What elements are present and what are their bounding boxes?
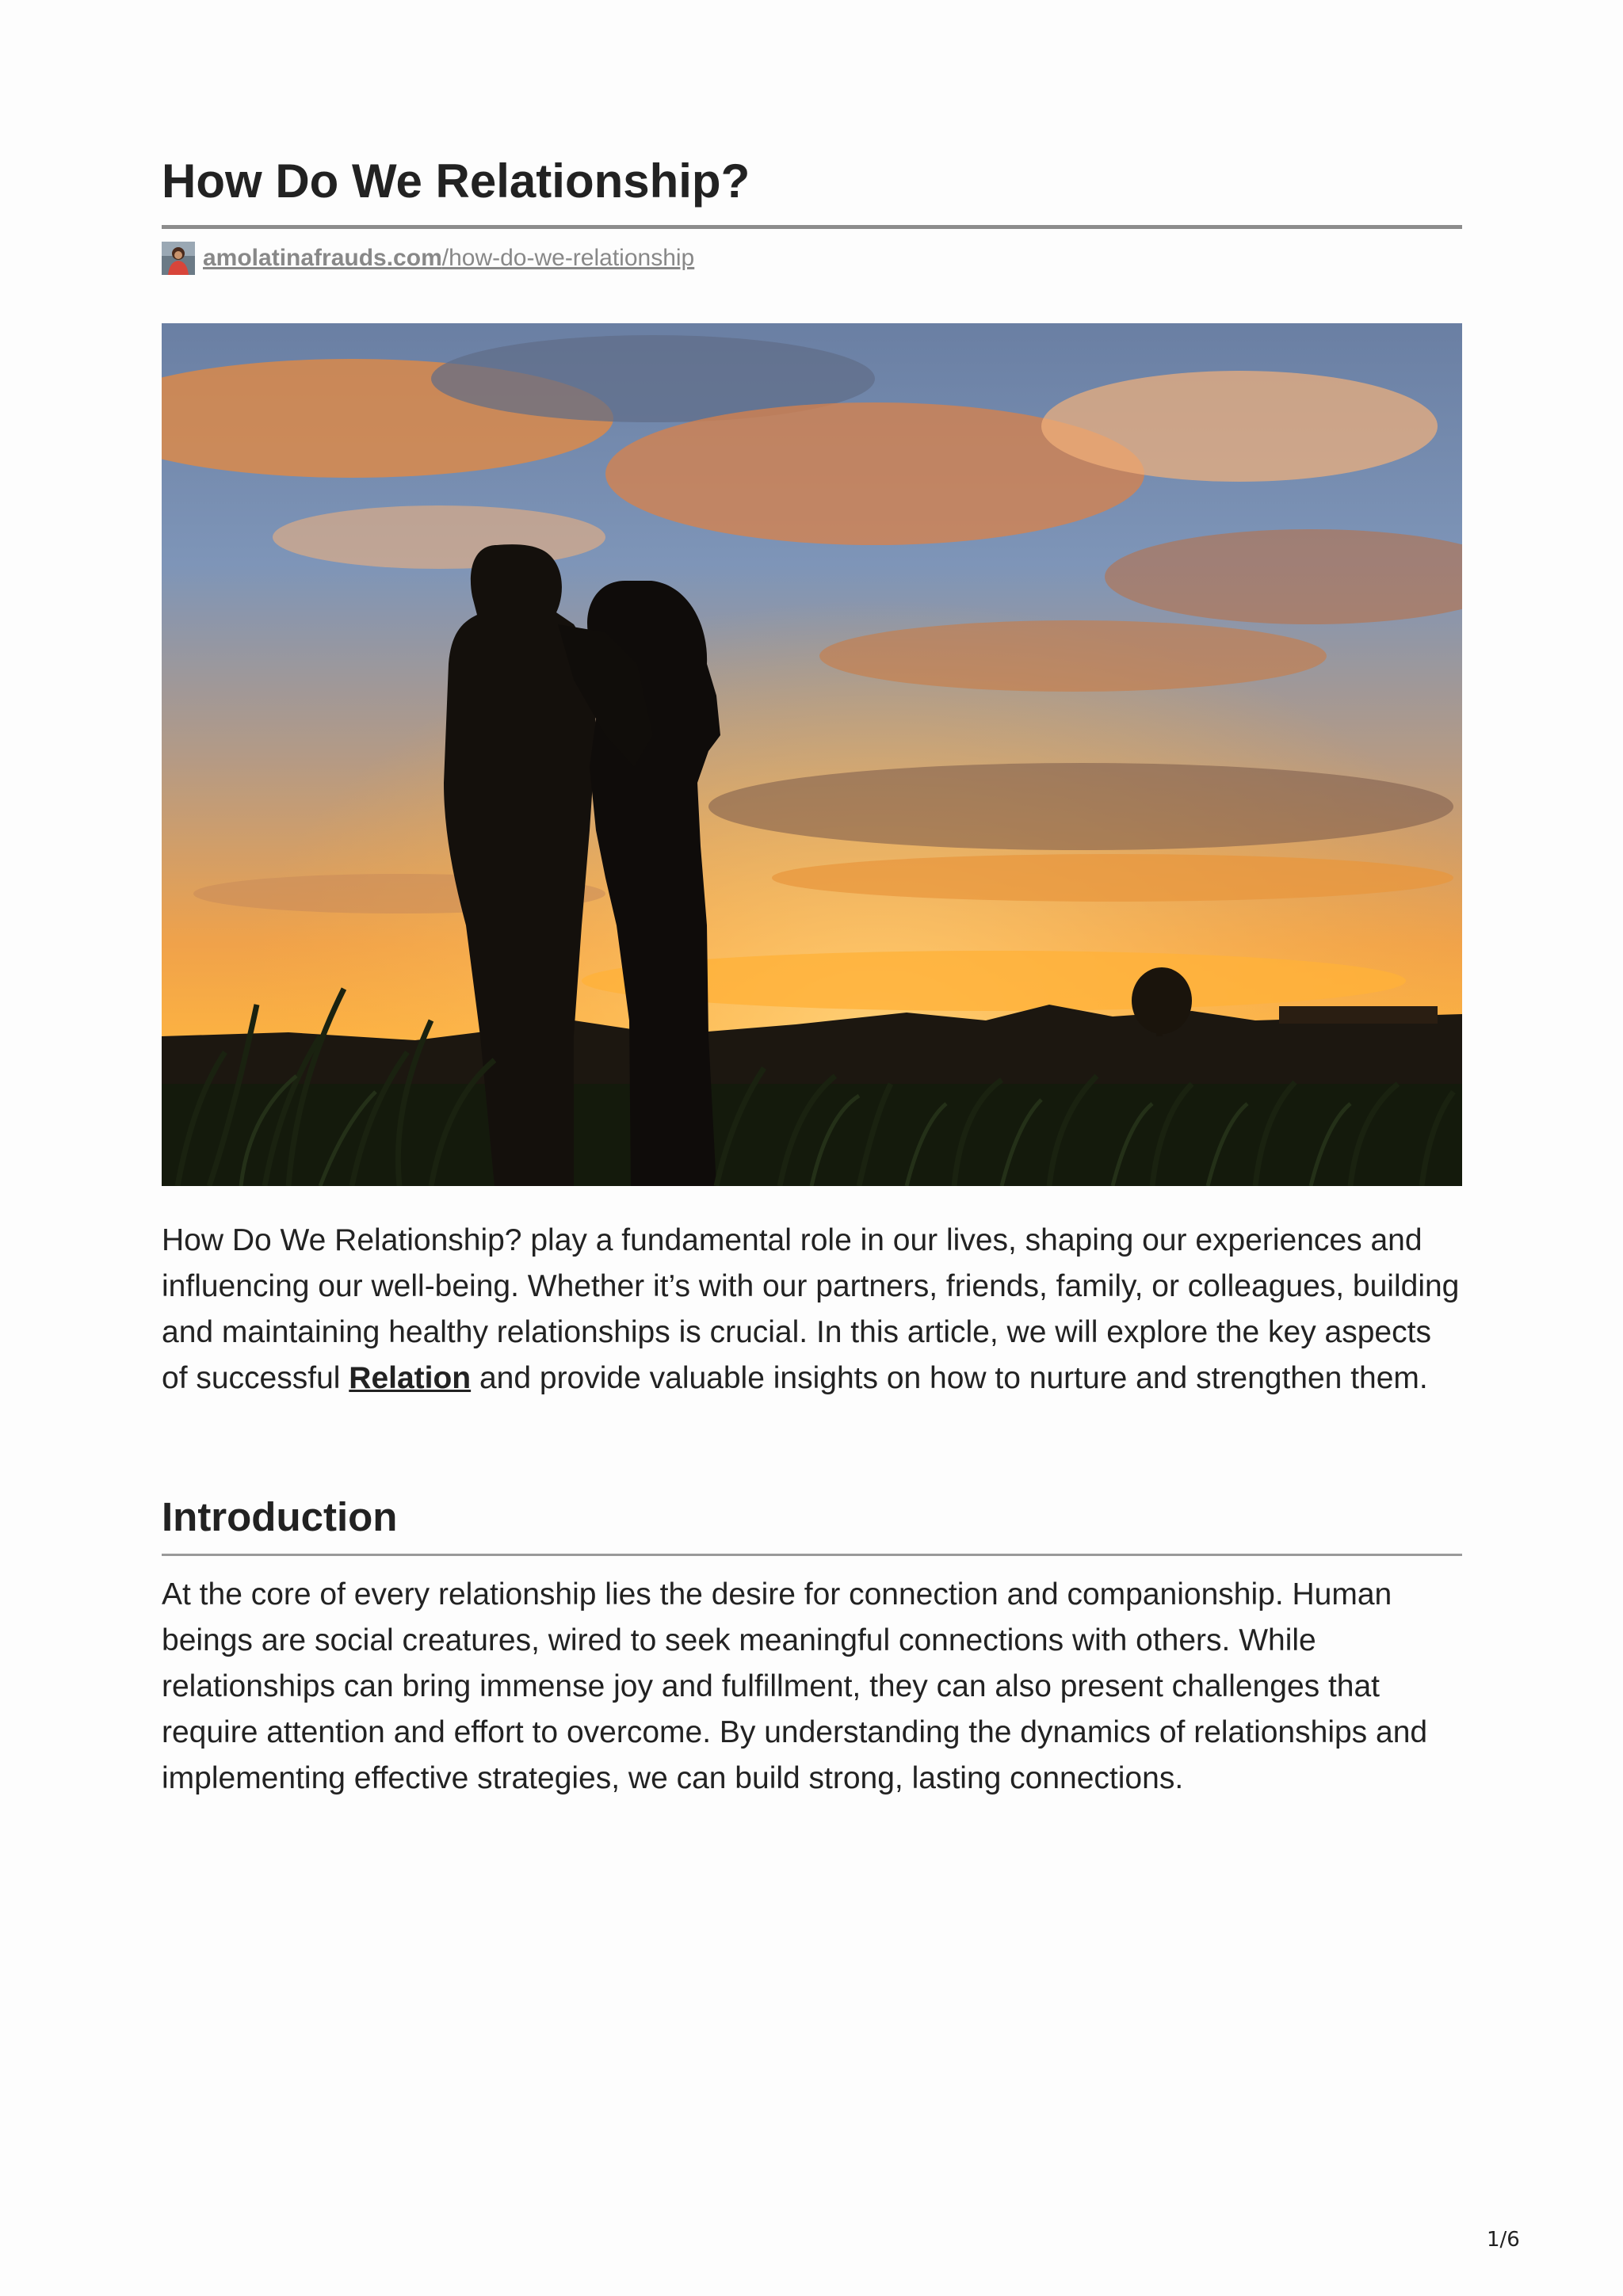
intro-paragraph xyxy=(162,1218,1462,1402)
intro-text-start: How Do We Relationship? play a fundamental role in our lives, shaping our experiences and influencing our well-being. Whether it’s with our partners, friends, family, or colleagues, building and maintaining healthy relationships is crucial. In this article, we will explore the key aspects of successful xyxy=(162,1223,1460,1395)
section-heading-introduction: Introduction xyxy=(162,1494,398,1539)
introduction-body: At the core of every relationship lies the desire for connection and companionship. Human beings are social creatures, wired to seek meaningful connections with others. While relationships can bring immense joy and fulfillment, they can also present challenges that require attention and effort to overcome. By understanding the dynamics of relationships and implementing effective strategies, we can build strong, lasting connections. xyxy=(162,1577,1428,1795)
relation-link[interactable]: Relation xyxy=(349,1361,472,1395)
source-domain: amolatinafrauds.com xyxy=(203,245,442,271)
source-line xyxy=(162,241,694,276)
avatar-icon xyxy=(162,242,195,275)
intro-text-end: and provide valuable insights on how to nurture and strengthen them. xyxy=(471,1361,1428,1395)
article-title: How Do We Relationship? xyxy=(162,154,750,208)
page-number: 1/6 xyxy=(1487,2228,1520,2252)
title-divider xyxy=(162,225,1462,229)
source-path: /how-do-we-relationship xyxy=(441,245,695,271)
hero-image xyxy=(162,323,1462,1186)
source-link[interactable] xyxy=(203,245,694,272)
section-divider xyxy=(162,1554,1462,1556)
